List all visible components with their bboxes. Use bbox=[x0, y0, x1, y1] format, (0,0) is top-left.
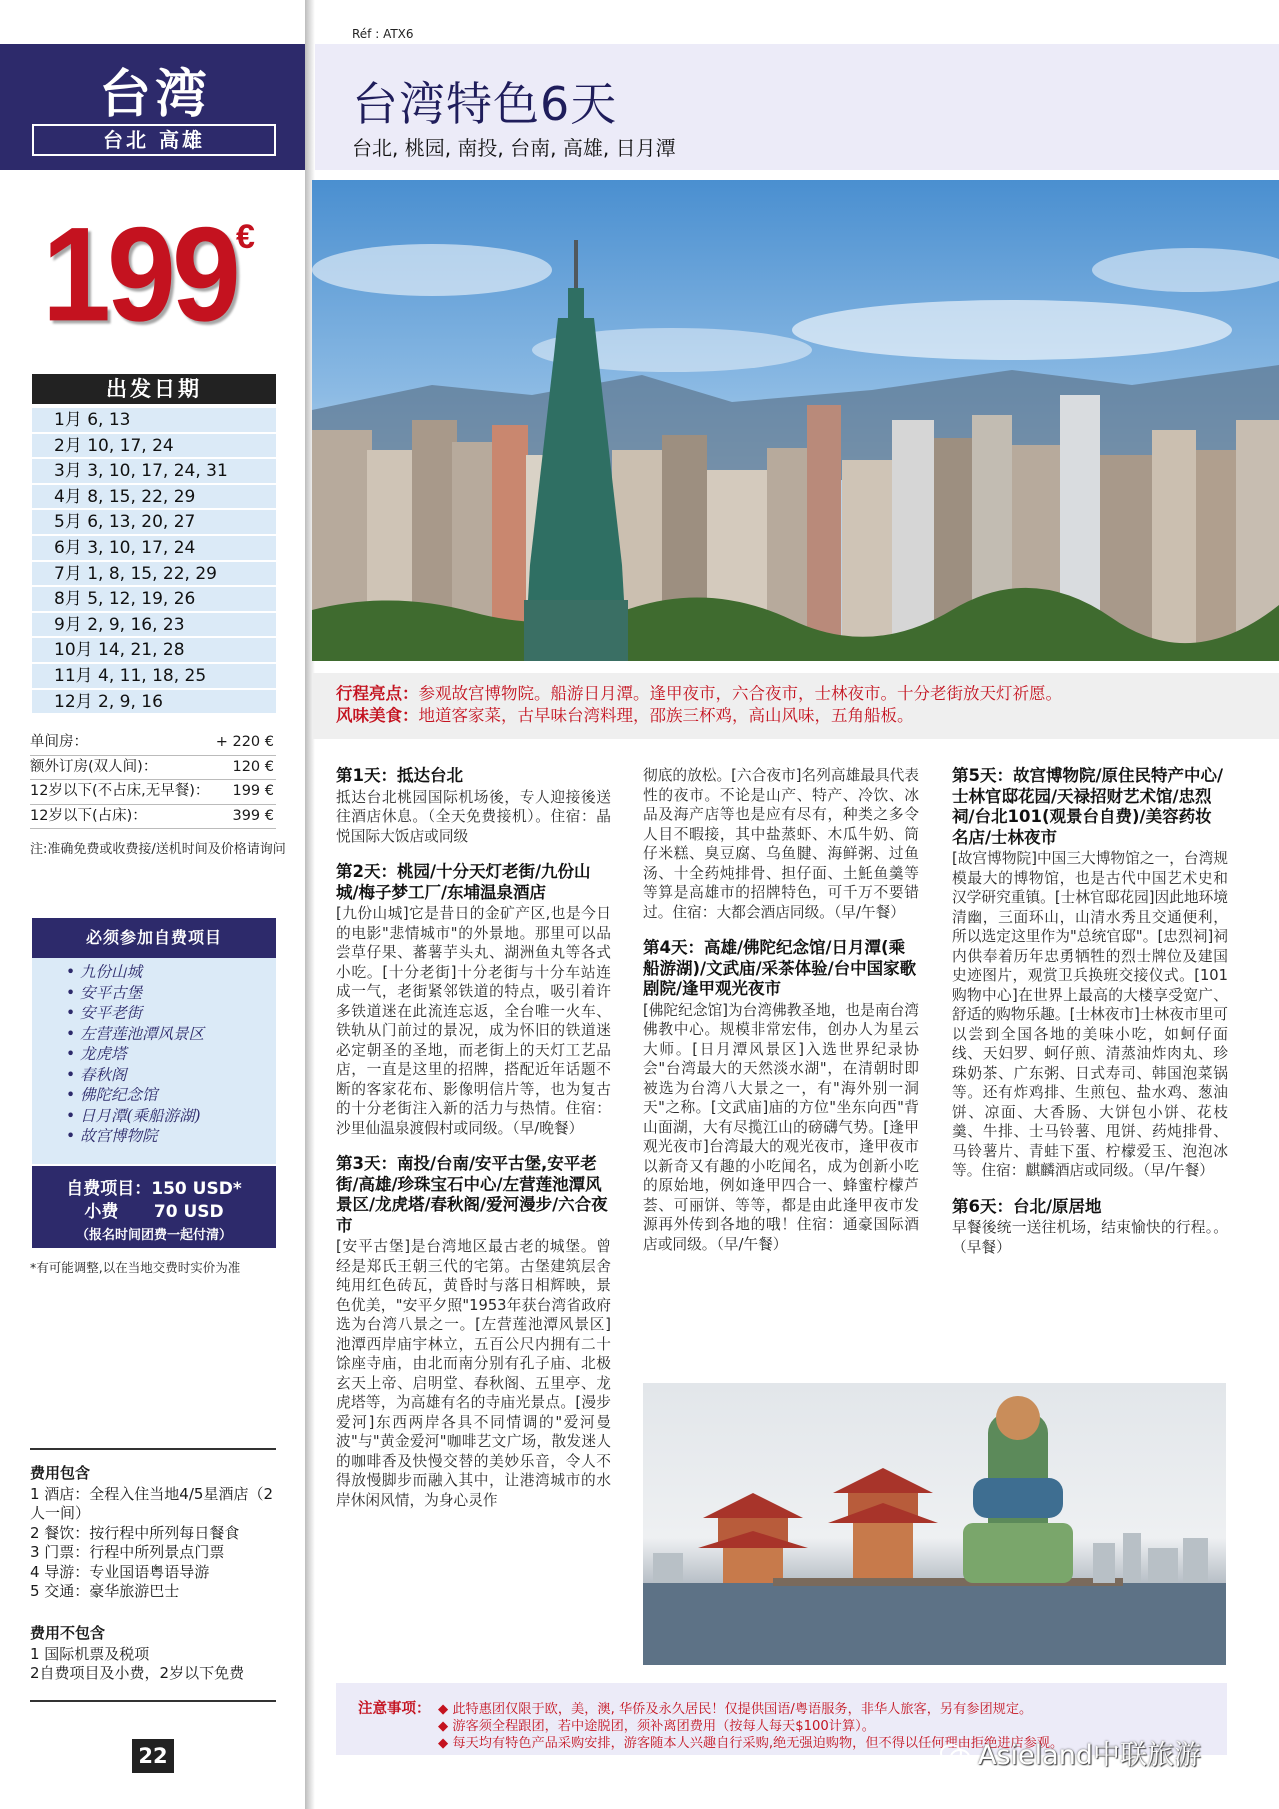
cuisine-text: 地道客家菜，古早味台湾料理，邵族三杯鸡，高山风味，五角船板。 bbox=[418, 706, 914, 725]
supplement-value: 199 € bbox=[232, 783, 274, 799]
day-title: 第4天：高雄/佛陀纪念馆/日月潭(乘船游湖)/文武庙/采茶体验/台中国家歌剧院/逢甲观光夜市 bbox=[643, 938, 917, 998]
departure-dates-heading: 出发日期 bbox=[32, 374, 276, 404]
optional-tour-item: • 春秋阁 bbox=[80, 1065, 276, 1086]
day-description: 早餐後统一送往机场，结束愉快的行程。。（早餐） bbox=[952, 1219, 1228, 1256]
date-row: 7月 1, 8, 15, 22, 29 bbox=[32, 562, 276, 588]
divider bbox=[30, 1700, 276, 1702]
supplement-label: 12岁以下(不占床,无早餐)： bbox=[30, 783, 210, 799]
supplement-list bbox=[30, 731, 276, 829]
date-row: 8月 5, 12, 19, 26 bbox=[32, 587, 276, 613]
excluded-title: 费用不包含 bbox=[30, 1624, 106, 1642]
fee-payment-note: （报名时间团费一起付清） bbox=[75, 1228, 232, 1243]
optional-fee-line: 自费项目：150 USD* bbox=[66, 1179, 242, 1199]
day-title: 第5天：故宫博物院/原住民特产中心/士林官邸花园/天禄招财艺术馆/忠烈祠/台北101(观景台自费)/美容药妆名店/士林夜市 bbox=[952, 766, 1224, 847]
supplement-label: 单间房： bbox=[30, 734, 88, 750]
included-item: 2 餐饮：按行程中所列每日餐食 bbox=[30, 1523, 240, 1542]
notice-line: ◆ 此特惠团仅限于欧，美，澳, 华侨及永久居民！仅提供国语/粤语服务，非华人旅客，另有参团规定。 bbox=[438, 1698, 1032, 1717]
supplement-label: 额外订房(双人间)： bbox=[30, 758, 158, 775]
tour-title: 台湾特色6天 bbox=[352, 77, 618, 131]
optional-tour-item: • 安平古堡 bbox=[80, 983, 276, 1004]
optional-tour-item: • 左营莲池潭风景区 bbox=[80, 1024, 276, 1045]
notice-line: ◆ 每天均有特色产品采购安排，游客随本人兴趣自行采购,绝无强迫购物，但不得以任何理由拒绝进店参观。 bbox=[438, 1732, 1063, 1751]
date-row: 3月 3, 10, 17, 24, 31 bbox=[32, 459, 276, 485]
date-row: 2月 10, 17, 24 bbox=[32, 434, 276, 460]
watermark bbox=[940, 1733, 1201, 1772]
day-description: [佛陀纪念馆]为台湾佛教圣地，也是南台湾佛教中心。规模非常宏伟，创办人为星云大师。[日月潭风景区]入选世界纪录协会"台湾最大的天然淡水湖"，在清朝时即被选为台湾八大景之一，有"海外别一洞天"之称。[文武庙]庙的方位"坐东向西"背山面湖，大有尽揽江山的磅礴气势。[逢甲观光夜市]台湾最大的观光夜市，逢甲夜市以新奇又有趣的小吃闻名，成为创新小吃的原始地，例如逢甲四合一、蜂蜜柠檬芦荟、可丽饼、等等，都是由此逢甲夜市发源再外传到各地的哦！住宿：通豪国际酒店或同级。（早/午餐） bbox=[643, 1001, 919, 1253]
highlight-label: 行程亮点： bbox=[336, 684, 419, 703]
day-title: 第1天：抵达台北 bbox=[336, 766, 463, 785]
supplement-value: 120 € bbox=[232, 758, 274, 775]
itinerary-column-3 bbox=[952, 766, 1228, 1273]
supplement-row bbox=[30, 805, 276, 830]
day-description: [安平古堡]是台湾地区最古老的城堡。曾经是郑氏王朝三代的宅第。古堡建筑层舍纯用红色砖瓦，黄昏时与落日相辉映，景色优美，"安平夕照"1953年获台湾省政府选为台湾八景之一。[左营莲池潭风景区]池潭西岸庙宇林立，五百公尺内拥有二十馀座寺庙，由北而南分别有孔子庙、北极玄天上帝、启明堂、春秋阁、五里亭、龙虎塔等，为高雄有名的寺庙光景点。[漫步爱河]东西两岸各具不同情调的"爱河曼波"与"黄金爱河"咖啡艺文广场，散发迷人的咖啡香及快慢交替的美妙乐音，令人不得放慢脚步而融入其中，让港湾城市的水岸休闲风情，为身心灵作 bbox=[336, 1238, 611, 1509]
optional-tours-heading: 必须参加自费项目 bbox=[32, 918, 276, 958]
page-number: 22 bbox=[132, 1739, 174, 1773]
highlight-line bbox=[336, 680, 1062, 704]
day-title: 第6天：台北/原居地 bbox=[952, 1196, 1102, 1216]
notice-label: 注意事项： bbox=[358, 1701, 431, 1717]
date-row: 6月 3, 10, 17, 24 bbox=[32, 536, 276, 562]
optional-tour-item: • 安平老街 bbox=[80, 1003, 276, 1024]
destination-title: 台湾 bbox=[98, 65, 211, 125]
pagoda-left bbox=[698, 1493, 808, 1583]
itinerary-column-1 bbox=[336, 766, 611, 1526]
price-value: 199 bbox=[42, 200, 237, 350]
fee-footnote: *有可能调整,以在当地交费时实价为准 bbox=[30, 1260, 241, 1275]
supplement-row bbox=[30, 756, 276, 781]
day-description: 抵达台北桃园国际机场後，专人迎接後送往酒店休息。（全天免费接机）。住宿：晶悦国际大饭店或同级 bbox=[336, 788, 611, 845]
chat-bubble-icon bbox=[940, 1743, 970, 1767]
departure-dates-list bbox=[32, 408, 276, 715]
day-description-continued: 彻底的放松。[六合夜市]名列高雄最具代表性的夜市。不论是山产、特产、冷饮、冰品及海产店等也是应有尽有，种类之多令人目不暇接，其中盐蒸虾、木瓜牛奶、筒仔米糕、臭豆腐、乌鱼腱、海鲜粥、过鱼汤、十全药炖排骨、担仔面、土魠鱼羹等等算是高雄市的招牌特色，可千万不要错过。住宿：大都会酒店同级。（早/午餐） bbox=[643, 767, 919, 921]
date-row: 4月 8, 15, 22, 29 bbox=[32, 485, 276, 511]
destination-cities: 台北 高雄 bbox=[32, 124, 276, 156]
date-row: 5月 6, 13, 20, 27 bbox=[32, 510, 276, 536]
day-title: 第3天：南投/台南/安平古堡,安平老街/高雄/珍珠宝石中心/左营莲池潭风景区/龙虎塔/春秋阁/爱河漫步/六合夜市 bbox=[336, 1154, 608, 1235]
tip-fee-line: 小费 70 USD bbox=[84, 1202, 224, 1222]
included-item: 4 导游：专业国语粤语导游 bbox=[30, 1562, 210, 1581]
supplement-row bbox=[30, 780, 276, 805]
day-title: 第2天：桃园/十分天灯老街/九份山城/梅子梦工厂/东埔温泉酒店 bbox=[336, 862, 591, 902]
included-section bbox=[30, 1464, 280, 1602]
price-currency: € bbox=[236, 218, 255, 256]
included-title: 费用包含 bbox=[30, 1464, 91, 1482]
sidebar bbox=[0, 0, 310, 1809]
tour-route: 台北, 桃园, 南投, 台南, 高雄, 日月潭 bbox=[352, 136, 676, 160]
optional-tour-item: • 日月潭(乘船游湖) bbox=[80, 1106, 276, 1127]
supplement-value: + 220 € bbox=[215, 734, 274, 750]
optional-tour-item: • 佛陀纪念馆 bbox=[80, 1085, 276, 1106]
supplement-note: 注:准确免费或收费接/送机时间及价格请询问 bbox=[30, 842, 286, 857]
optional-tour-item: • 故宫博物院 bbox=[80, 1126, 276, 1147]
reference-code: Réf : ATX6 bbox=[352, 27, 414, 41]
date-row: 1月 6, 13 bbox=[32, 408, 276, 434]
included-item: 5 交通：豪华旅游巴士 bbox=[30, 1582, 180, 1600]
cuisine-label: 风味美食： bbox=[336, 706, 419, 725]
pavilion-illustration bbox=[643, 1383, 1226, 1665]
excluded-item: 1 国际机票及税项 bbox=[30, 1644, 150, 1663]
photo-lotus-pond-pavilions bbox=[643, 1383, 1226, 1665]
destination-banner bbox=[0, 44, 310, 170]
supplement-value: 399 € bbox=[232, 807, 274, 824]
optional-tour-item: • 九份山城 bbox=[80, 962, 276, 983]
date-row: 9月 2, 9, 16, 23 bbox=[32, 613, 276, 639]
excluded-item: 2自费项目及小费，2岁以下免费 bbox=[30, 1664, 245, 1682]
supplement-row bbox=[30, 731, 276, 756]
pagoda-middle bbox=[828, 1468, 938, 1583]
statue bbox=[963, 1396, 1073, 1583]
supplement-label: 12岁以下(占床)： bbox=[30, 807, 147, 824]
day-description: [九份山城]它是昔日的金矿产区,也是今日的电影"悲情城市"的外景地。那里可以品尝草仔果、蕃薯芋头丸、湖洲鱼丸等各式小吃。[十分老街]十分老街与十分车站连成一气，老街紧邻铁道的特点，吸引着许多铁道迷在此流连忘返，全台唯一火车、铁轨从门前过的景况，成为怀旧的铁道迷必定朝圣的圣地，而老街上的天灯工艺品店，一直是这里的招牌，搭配近年话题不断的客家花布、影像明信片等，也为复古的十分老街注入新的活力与热情。住宿：沙里仙温泉渡假村或同级。（早/晚餐） bbox=[336, 905, 611, 1137]
itinerary-column-2 bbox=[643, 766, 919, 1270]
cuisine-line bbox=[336, 702, 914, 726]
fee-box bbox=[32, 1166, 276, 1248]
hero-photo-taipei bbox=[312, 180, 1279, 661]
divider bbox=[30, 1448, 276, 1450]
date-row: 11月 4, 11, 18, 25 bbox=[32, 664, 276, 690]
watermark-text: Asieland中联旅游 bbox=[978, 1740, 1201, 1771]
taipei-skyline-illustration bbox=[312, 180, 1279, 661]
date-row: 12月 2, 9, 16 bbox=[32, 690, 276, 716]
included-item: 1 酒店：全程入住当地4/5星酒店（2人一间） bbox=[30, 1484, 273, 1522]
optional-tour-item: • 龙虎塔 bbox=[80, 1044, 276, 1065]
date-row: 10月 14, 21, 28 bbox=[32, 638, 276, 664]
excluded-section bbox=[30, 1624, 280, 1684]
notice-line: ◆ 游客须全程跟团，若中途脱团，须补离团费用（按每人每天$100计算）。 bbox=[438, 1715, 875, 1734]
day-description: [故宫博物院]中国三大博物馆之一，台湾规模最大的博物馆，也是古代中国艺术史和汉学研究重镇。[士林官邸花园]因此地环境清幽，三面环山，山清水秀且交通便利，所以选定这里作为"总统官邸"。[忠烈祠]祠内供奉着历年忠勇牺牲的烈士牌位及建国史迹图片，观赏卫兵换班交接仪式。[101购物中心]在世界上最高的大楼享受宽广、舒适的购物乐趣。[士林夜市]士林夜市里可以尝到全国各地的美味小吃，如蚵仔面线、天妇罗、蚵仔煎、清蒸油炸肉丸、珍珠奶茶、广东粥、日式寿司、韩国泡菜锅等。还有炸鸡排、生煎包、盐水鸡、葱油饼、凉面、大香肠、大饼包小饼、花枝羹、牛排、士马铃薯、甩饼、药炖排骨、马铃薯片、青蛙下蛋、柠檬爱玉、泡泡冰等。住宿：麒麟酒店或同级。（早/午餐） bbox=[952, 850, 1228, 1179]
optional-tours-list bbox=[32, 958, 276, 1164]
included-item: 3 门票：行程中所列景点门票 bbox=[30, 1543, 225, 1561]
highlight-text: 参观故宫博物院。船游日月潭。逢甲夜市，六合夜市，士林夜市。十分老街放天灯祈愿。 bbox=[418, 684, 1062, 703]
